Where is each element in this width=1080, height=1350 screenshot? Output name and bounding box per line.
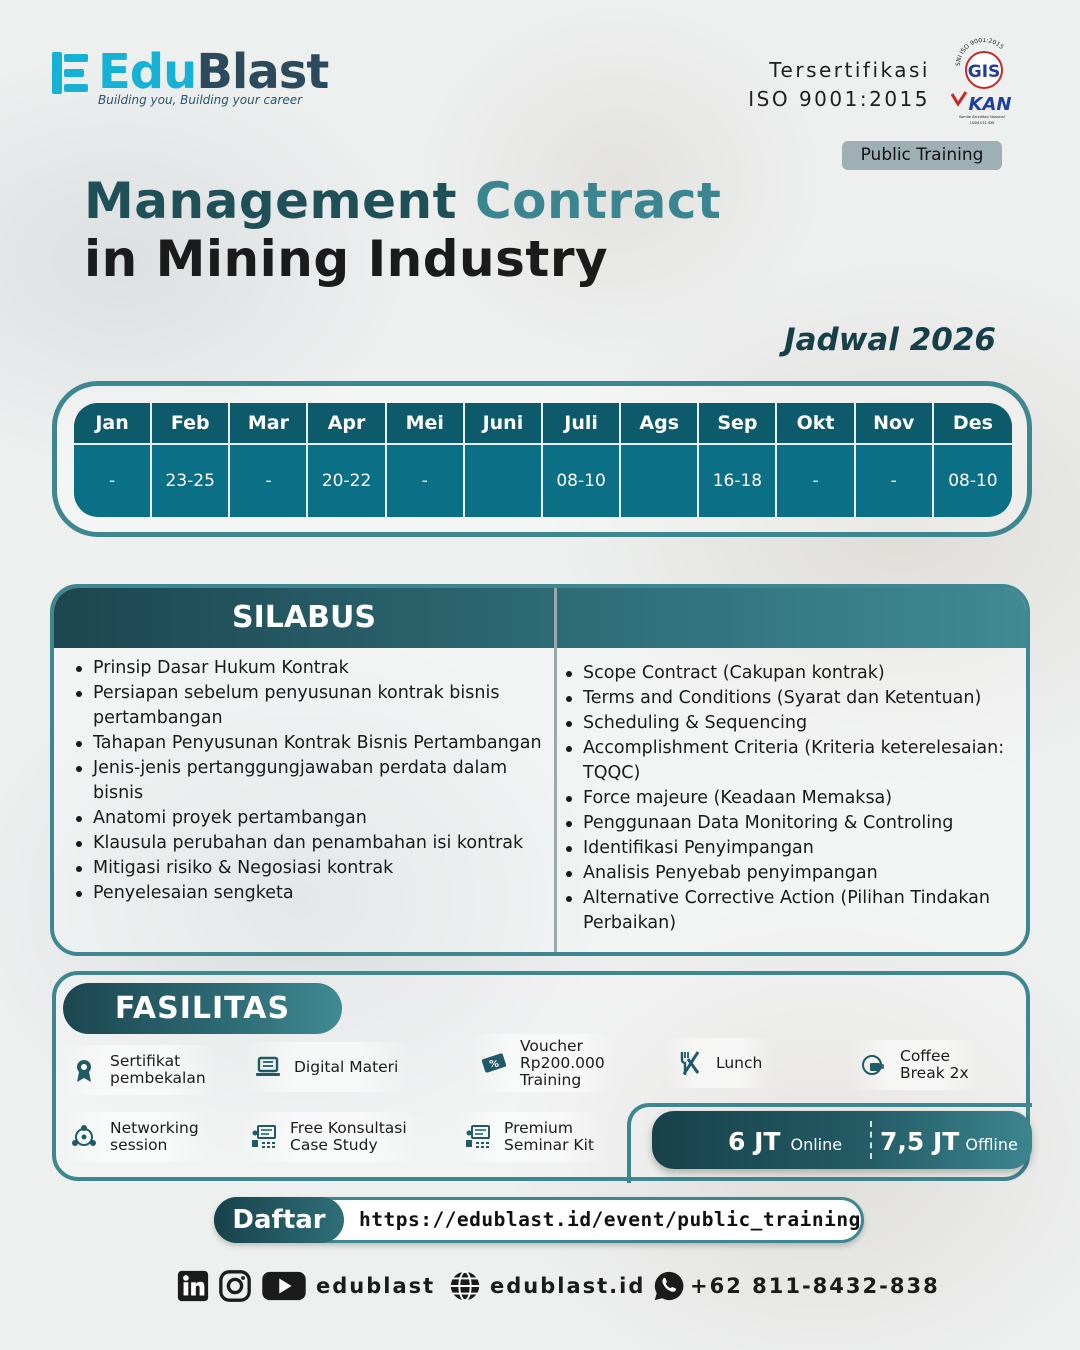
brand-name-blast: Blast: [196, 44, 329, 100]
fasilitas-title: FASILITAS: [63, 983, 342, 1034]
facility-item: [60, 1045, 216, 1095]
facility-item: [850, 1040, 979, 1090]
silabus-item: Persiapan sebelum penyusunan kontrak bisnis pertambangan: [74, 681, 552, 731]
page-title: [84, 172, 721, 288]
youtube-icon[interactable]: [260, 1269, 308, 1303]
website-text[interactable]: edublast.id: [490, 1274, 646, 1298]
facility-label: Lunch: [716, 1053, 763, 1072]
title-word-contract: Contract: [474, 172, 722, 230]
price-offline: [880, 1111, 1018, 1169]
edublast-logo[interactable]: [50, 44, 329, 112]
register-button[interactable]: Daftar: [214, 1197, 344, 1243]
schedule-month-header: Mei: [387, 403, 465, 445]
schedule-month-header: Des: [934, 403, 1012, 445]
instagram-icon[interactable]: [218, 1269, 252, 1303]
price-box: [652, 1111, 1032, 1169]
price-online: [728, 1111, 842, 1169]
silabus-item: Terms and Conditions (Syarat dan Ketentuan): [564, 686, 1026, 711]
schedule-date-cell: 16-18: [699, 445, 777, 517]
seminar-kit-icon: [464, 1123, 492, 1151]
silabus-item: Scheduling & Sequencing: [564, 711, 1026, 736]
silabus-item: Penyelesaian sengketa: [74, 881, 552, 906]
schedule-month-header: Jan: [74, 403, 152, 445]
schedule-date-cell: -: [387, 445, 465, 517]
schedule-table: [74, 403, 1012, 517]
schedule-month-header: Juni: [465, 403, 543, 445]
silabus-item: Tahapan Penyusunan Kontrak Bisnis Pertambangan: [74, 731, 552, 756]
price-separator: [870, 1121, 872, 1159]
schedule-date-cell: 08-10: [948, 471, 998, 491]
svg-text:%: %: [488, 1059, 500, 1070]
silabus-list-left: [74, 656, 552, 906]
silabus-item: Mitigasi risiko & Negosiasi kontrak: [74, 856, 552, 881]
schedule-month-header: Okt: [777, 403, 855, 445]
certificate-icon: [70, 1056, 98, 1084]
schedule-date-cell: -: [74, 445, 152, 517]
whatsapp-link[interactable]: [652, 1266, 940, 1306]
silabus-item: Force majeure (Keadaan Memaksa): [564, 786, 1026, 811]
price-offline-amount: 7,5 JT: [880, 1127, 960, 1156]
silabus-item: Penggunaan Data Monitoring & Controling: [564, 811, 1026, 836]
silabus-panel: [50, 584, 1030, 956]
schedule-date-cell: -: [230, 445, 308, 517]
schedule-month-header: Feb: [152, 403, 230, 445]
silabus-item: Scope Contract (Cakupan kontrak): [564, 661, 1026, 686]
facility-item: [454, 1112, 604, 1162]
certification-line1: Tersertifikasi: [769, 58, 930, 82]
phone-text[interactable]: +62 811-8432-838: [690, 1274, 940, 1298]
consultation-icon: [250, 1123, 278, 1151]
laptop-icon: [254, 1053, 282, 1081]
social-links: [176, 1266, 435, 1306]
silabus-list-right: [564, 661, 1026, 936]
facility-label: Digital Materi: [294, 1057, 399, 1076]
schedule-month-header: Apr: [308, 403, 386, 445]
schedule-month-header: Ags: [621, 403, 699, 445]
silabus-item: Anatomi proyek pertambangan: [74, 806, 552, 831]
silabus-item: Identifikasi Penyimpangan: [564, 836, 1026, 861]
facility-label: Coffee Break 2x: [900, 1047, 969, 1082]
network-icon: [70, 1123, 98, 1151]
silabus-item: Klausula perubahan dan penambahan isi kontrak: [74, 831, 552, 856]
silabus-divider: [554, 588, 557, 952]
whatsapp-icon: [652, 1269, 686, 1303]
facility-label: Networking session: [110, 1119, 199, 1154]
brand-tagline: Building you, Building your career: [98, 93, 303, 107]
facility-item: [470, 1034, 615, 1092]
gis-seal-icon: [950, 38, 1020, 128]
schedule-frame: [52, 381, 1032, 537]
facility-item: [666, 1038, 772, 1088]
certification-line2: ISO 9001:2015: [748, 87, 930, 111]
book-logo-icon: [50, 50, 92, 96]
linkedin-icon[interactable]: [176, 1269, 210, 1303]
coffee-icon: [860, 1051, 888, 1079]
silabus-item: Prinsip Dasar Hukum Kontrak: [74, 656, 552, 681]
silabus-item: Analisis Penyebab penyimpangan: [564, 861, 1026, 886]
register-url-link[interactable]: https://edublast.id/event/public_training: [359, 1208, 861, 1231]
schedule-date-cell: -: [856, 445, 934, 517]
schedule-date-cell: 23-25: [152, 445, 230, 517]
silabus-item: Accomplishment Criteria (Kriteria keterelesaian: TQQC): [564, 736, 1026, 786]
seal-arc-text: SNI ISO 9001:2015: [954, 38, 1005, 67]
certification-text: [748, 56, 930, 114]
schedule-date-cell: 20-22: [308, 445, 386, 517]
price-online-amount: 6 JT: [728, 1127, 781, 1156]
website-link[interactable]: [448, 1266, 645, 1306]
public-training-badge: Public Training: [842, 141, 1002, 170]
cutlery-icon: [676, 1049, 704, 1077]
schedule-date-cell: 08-10: [543, 445, 621, 517]
kan-sub: Komite Akreditasi Nasional: [959, 115, 1005, 119]
title-word-management: Management: [84, 172, 458, 230]
silabus-item: Alternative Corrective Action (Pilihan Tindakan Perbaikan): [564, 886, 1026, 936]
price-online-label: Online: [790, 1135, 843, 1154]
facility-item: [240, 1112, 417, 1162]
kan-code: LSSM-031-IDN: [969, 121, 995, 125]
schedule-date-cell: -: [777, 445, 855, 517]
brand-name-edu: Edu: [98, 44, 197, 100]
iso-certification-seal: [950, 38, 1020, 128]
facility-label: Voucher Rp200.000 Training: [520, 1036, 605, 1089]
facility-label: Premium Seminar Kit: [504, 1119, 594, 1154]
schedule-date-cell: [621, 445, 699, 517]
kan-label: KAN: [968, 94, 1012, 115]
register-bar[interactable]: [214, 1197, 864, 1243]
schedule-month-header: Juli: [543, 403, 621, 445]
facility-label: Sertifikat pembekalan: [110, 1052, 206, 1087]
globe-icon: [448, 1269, 482, 1303]
seal-brand: GIS: [967, 62, 1001, 82]
silabus-title: SILABUS: [232, 600, 376, 635]
schedule-month-header: Nov: [856, 403, 934, 445]
title-line2: in Mining Industry: [84, 230, 609, 288]
voucher-icon: [480, 1049, 508, 1077]
facility-label: Free Konsultasi Case Study: [290, 1119, 407, 1154]
silabus-item: Jenis-jenis pertanggungjawaban perdata dalam bisnis: [74, 756, 552, 806]
social-handle[interactable]: edublast: [316, 1274, 436, 1298]
schedule-month-header: Sep: [699, 403, 777, 445]
price-offline-label: Offline: [965, 1135, 1018, 1154]
facility-item: [60, 1112, 209, 1162]
brand-name: [98, 44, 328, 100]
schedule-month-header: Mar: [230, 403, 308, 445]
schedule-date-cell: [465, 445, 543, 517]
facility-item: [244, 1042, 408, 1092]
schedule-label: Jadwal 2026: [784, 322, 996, 358]
